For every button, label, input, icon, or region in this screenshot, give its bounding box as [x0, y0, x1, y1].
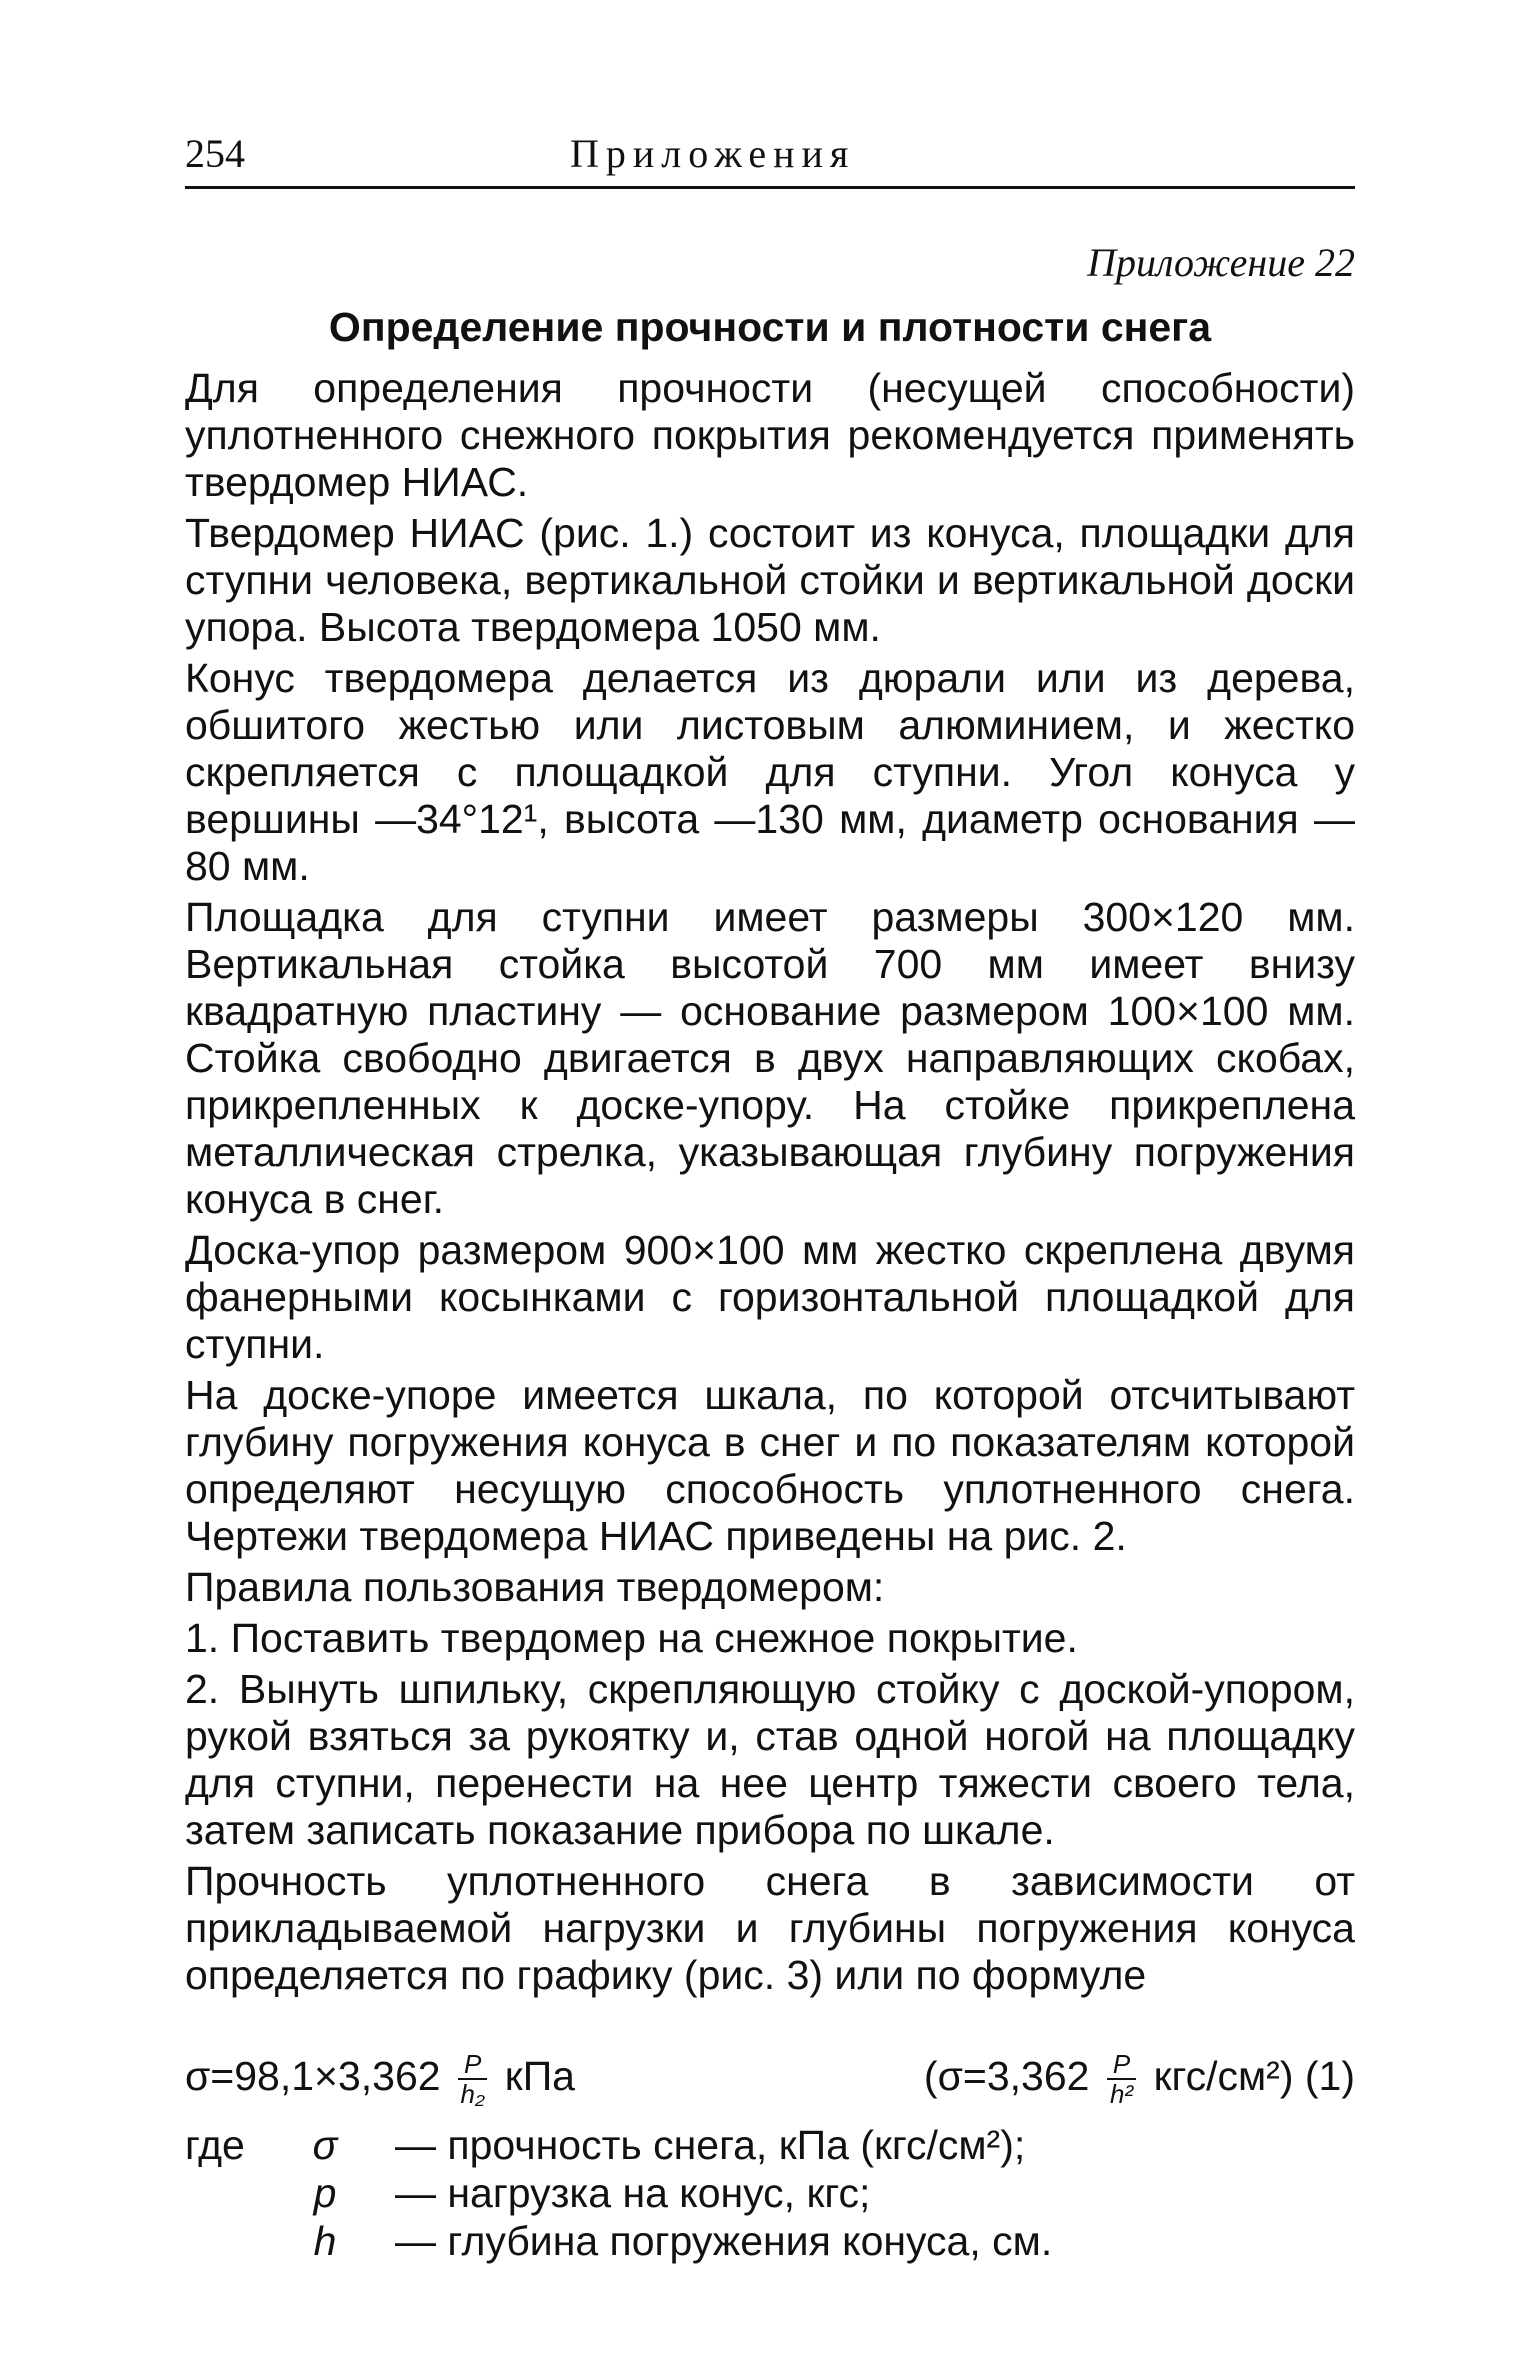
formula-right [924, 2050, 1355, 2108]
legend-definition: — глубина погружения конуса, см. [395, 2218, 1053, 2264]
formula-right-numerator: P [1107, 2050, 1136, 2080]
paragraph: Твердомер НИАС (рис. 1.) состоит из конуса, площадки для ступни человека, вертикальной стойки и вертикальной доски упора. Высота твердомера 1050 мм. [185, 510, 1355, 650]
page-header [185, 130, 1355, 189]
legend-definition: — нагрузка на конус, кгс; [395, 2170, 871, 2216]
document-page [185, 130, 1355, 2265]
legend-where [185, 2169, 255, 2217]
formula-left-prefix: σ=98,1×3,362 [185, 2052, 441, 2099]
formula-left-denominator: h₂ [460, 2079, 485, 2109]
running-head: Приложения [570, 131, 856, 176]
formula-left-fraction [458, 2050, 487, 2108]
body-text [185, 365, 1355, 1999]
legend-symbol: p [313, 2170, 337, 2216]
formula [185, 2043, 1355, 2115]
list-item: 2. Вынуть шпильку, скрепляющую стойку с доской-упором, рукой взяться за рукоятку и, став одной ногой на площадку для ступни, перенести на нее центр тяжести своего тела, затем записать показание прибора по шкале. [185, 1666, 1355, 1853]
formula-left-unit: кПа [504, 2052, 575, 2099]
formula-number: (1) [1304, 2052, 1355, 2099]
paragraph: Правила пользования твердомером: [185, 1564, 885, 1610]
formula-right-prefix: (σ=3,362 [923, 2052, 1090, 2099]
legend-where [185, 2217, 255, 2265]
document-title: Определение прочности и плотности снега [328, 304, 1212, 350]
paragraph: Для определения прочности (несущей способности) уплотненного снежного покрытия рекомендуется применять твердомер НИАС. [185, 365, 1355, 505]
legend-where: где [185, 2122, 245, 2168]
formula-right-fraction [1107, 2050, 1136, 2108]
legend-row [185, 2217, 1355, 2265]
legend-row [185, 2169, 1355, 2217]
list-item: 1. Поставить твердомер на снежное покрытие. [185, 1615, 1078, 1661]
paragraph: Площадка для ступни имеет размеры 300×120 мм. Вертикальная стойка высотой 700 мм имеет внизу квадратную пластину — основание размером 100×100 мм. Стойка свободно двигается в двух направляющих скобах, прикрепленных к доске-упору. На стойке прикреплена металлическая стрелка, указывающая глубину погружения конуса в снег. [185, 894, 1355, 1222]
legend-symbol: σ [312, 2122, 338, 2168]
paragraph: Прочность уплотненного снега в зависимости от прикладываемой нагрузки и глубины погружения конуса определяется по графику (рис. 3) или по формуле [185, 1858, 1355, 1998]
formula-right-denominator: h² [1109, 2079, 1134, 2109]
legend-symbol: h [313, 2218, 337, 2264]
page-number: 254 [185, 131, 245, 176]
appendix-label: Приложение 22 [1087, 240, 1355, 285]
paragraph: Доска-упор размером 900×100 мм жестко скреплена двумя фанерными косынками с горизонтальной площадкой для ступни. [185, 1227, 1355, 1367]
formula-left [185, 2050, 575, 2108]
formula-left-numerator: P [458, 2050, 487, 2080]
legend-row [185, 2121, 1355, 2169]
legend-definition: — прочность снега, кПа (кгс/см²); [395, 2122, 1026, 2168]
paragraph: Конус твердомера делается из дюрали или из дерева, обшитого жестью или листовым алюминием, и жестко скрепляется с площадкой для ступни. Угол конуса у вершины —34°12¹, высота —130 мм, диаметр основания — 80 мм. [185, 655, 1355, 889]
formula-right-unit: кгс/см²) [1153, 2052, 1294, 2099]
formula-legend [185, 2121, 1355, 2265]
paragraph: На доске-упоре имеется шкала, по которой отсчитывают глубину погружения конуса в снег и по показателям которой определяют несущую способность уплотненного снега. Чертежи твердомера НИАС приведены на рис. 2. [185, 1372, 1355, 1559]
